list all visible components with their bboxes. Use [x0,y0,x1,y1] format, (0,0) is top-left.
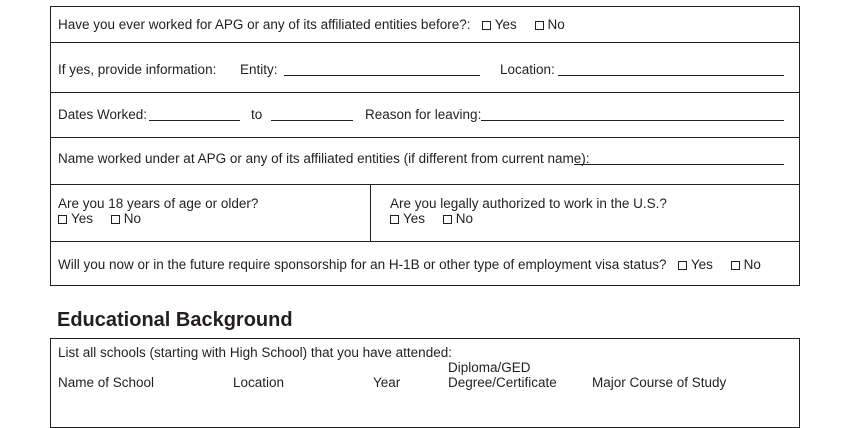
name-worked-field[interactable] [574,164,784,165]
column-diploma-line2: Degree/Certificate [448,375,557,390]
reason-field[interactable] [481,120,784,121]
column-location: Location [233,375,285,390]
row-divider [50,241,800,242]
worked-before-no[interactable]: No [535,17,565,33]
authorized-yes[interactable]: Yes [390,211,425,227]
sponsorship-question [58,257,775,273]
row-divider [50,92,800,93]
name-worked-label: Name worked under at APG or any of its affiliated entities (if different from current name): [58,151,590,166]
checkbox-icon[interactable] [731,261,740,270]
reason-label: Reason for leaving: [365,107,482,122]
to-label: to [251,107,263,122]
worked-before-yes[interactable]: Yes [482,17,517,33]
employment-section [50,6,800,286]
sponsorship-no[interactable]: No [731,257,761,273]
column-diploma-line1: Diploma/GED [448,360,531,375]
checkbox-icon[interactable] [535,21,544,30]
checkbox-icon[interactable] [443,215,452,224]
if-yes-label: If yes, provide information: [58,62,217,77]
checkbox-icon[interactable] [678,261,687,270]
age-yes[interactable]: Yes [58,211,93,227]
entity-label: Entity: [240,62,278,77]
sponsorship-label: Will you now or in the future require sponsorship for an H-1B or other type of employment visa status? [58,257,667,272]
age-question: Are you 18 years of age or older? [58,196,259,211]
checkbox-icon[interactable] [482,21,491,30]
row-divider [50,137,800,138]
row-divider [50,42,800,43]
sponsorship-yes[interactable]: Yes [678,257,713,273]
dates-to-field[interactable] [271,120,353,121]
location-field[interactable] [558,75,784,76]
column-year: Year [373,375,401,390]
dates-from-field[interactable] [149,120,240,121]
education-instruction: List all schools (starting with High School) that you have attended: [58,345,452,360]
worked-before-question [58,17,579,33]
location-label: Location: [500,62,555,77]
authorized-no[interactable]: No [443,211,473,227]
checkbox-icon[interactable] [390,215,399,224]
authorized-question: Are you legally authorized to work in the U.S.? [390,196,667,211]
age-options [58,211,155,227]
checkbox-icon[interactable] [58,215,67,224]
column-divider [370,184,371,241]
dates-worked-label: Dates Worked: [58,107,148,122]
age-no[interactable]: No [111,211,141,227]
checkbox-icon[interactable] [111,215,120,224]
authorized-options [390,211,487,227]
education-heading: Educational Background [57,309,293,331]
column-school: Name of School [58,375,155,390]
column-major: Major Course of Study [592,375,727,390]
worked-before-label: Have you ever worked for APG or any of its affiliated entities before?: [58,17,471,32]
entity-field[interactable] [284,75,480,76]
row-divider [50,184,800,185]
